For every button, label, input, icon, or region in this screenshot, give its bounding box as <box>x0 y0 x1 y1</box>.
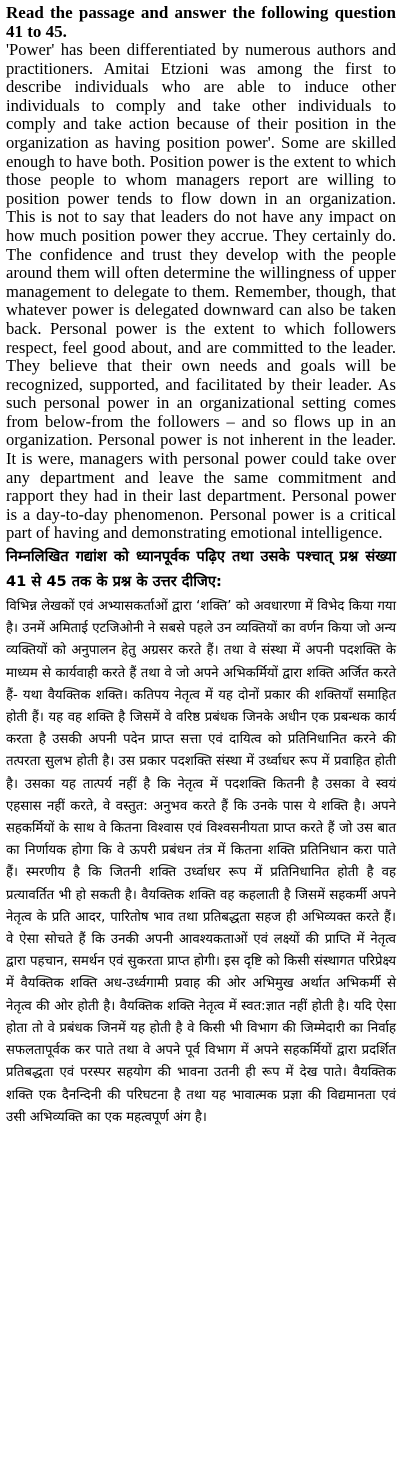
hindi-passage: विभिन्न लेखकों एवं अभ्यासकर्ताओं द्वारा ‘शक्ति’ को अवधारणा में विभेद किया गया है। उनमें अमिताई एटजिओनी ने सबसे पहले उन व्यक्तियों का वर्णन किया जो अन्य व्यक्तियों को अनुपालन हेतु अग्रसर करते हैं। तथा वे संस्था में अपनी पदशक्ति के माध्यम से कार्यवाही करते हैं तथा वे जो अपने अभिकर्मियों द्वारा शक्ति अर्जित करते हैं- यथा वैयक्तिक शक्ति। कतिपय नेतृत्व में यह दोनों प्रकार की शक्तियाँ समाहित होती हैं। यह वह शक्ति है जिसमें वे वरिष्ठ प्रबंधक जिनके अधीन एक प्रबन्धक कार्य करता है उसकी अपनी पदेन प्राप्त सत्ता एवं दायित्व को प्रतिनिधानित करने की तत्परता सुलभ होती है। उस प्रकार पदशक्ति संस्था में उर्ध्वाधर रूप में प्रवाहित होती है। उसका यह तात्पर्य नहीं है कि नेतृत्व में पदशक्ति कितनी है उसका वे स्वयं एहसास नहीं करते, वे वस्तुत: अनुभव करते हैं कि उनके पास ये शक्ति है। अपने सहकर्मियों के साथ वे कितना विश्वास एवं विश्वसनीयता प्राप्त करते हैं जो उस बात का निर्णायक होगा कि वे ऊपरी प्रबंधन तंत्र में कितना शक्ति प्रतिनिधान करा पाते हैं। स्मरणीय है कि जितनी शक्ति उर्ध्वाधर रूप में प्रतिनिधानित होती है वह प्रत्यावर्तित भी हो सकती है। वैयक्तिक शक्ति वह कहलाती है जिसमें सहकर्मी अपने नेतृत्व के प्रति आदर, पारितोष भाव तथा प्रतिबद्धता सहज ही अभिव्यक्त करते हैं। वे ऐसा सोचते हैं कि उनकी अपनी आवश्यकताओं एवं लक्ष्यों की प्राप्ति में नेतृत्व द्वारा पहचान, समर्थन एवं सुकरता प्राप्त होगी। इस दृष्टि को किसी संस्थागत परिप्रेक्ष्य में वैयक्तिक शक्ति अध-उर्ध्वगामी प्रवाह की ओर अभिमुख अर्थात अभिकर्मी से नेतृत्व की ओर होती है। वैयक्तिक शक्ति नेतृत्व में स्वत:ज्ञात नहीं होती है। यदि ऐसा होता तो वे प्रबंधक जिनमें यह होती है वे किसी भी विभाग की जिम्मेदारी का निर्वाह सफलतापूर्वक कर पाते तथा वे अपने पूर्व विभाग में अपने सहकर्मियों द्वारा प्रदर्शित प्रतिबद्धता एवं परस्पर सहयोग की भावना उतनी ही रूप में देख पाते। वैयक्तिक शक्ति एक दैनन्दिनी की परिघटना है तथा यह भावात्मक प्रज्ञा की विद्यमानता एवं उसी अभिव्यक्ति का एक महत्वपूर्ण अंग है। <box>6 599 397 1125</box>
english-question-heading: Read the passage and answer the following question 41 to 45. <box>6 3 396 41</box>
document-page <box>6 4 396 1129</box>
hindi-question-heading: निम्नलिखित गद्यांश को ध्यानपूर्वक पढ़िए तथा उसके पश्चात् प्रश्न संख्या 41 से 45 तक के प्रश्न के उत्तर दीजिए: <box>6 548 396 590</box>
english-passage: 'Power' has been differentiated by numerous authors and practitioners. Amitai Etzioni was among the first to describe individuals who are able to induce other individuals to comply and take other individuals to comply and take action because of their position in the organization as having position power'. Some are skilled enough to have both. Position power is the extent to which those people to whom managers report are willing to position power tends to flow down in an organization. This is not to say that leaders do not have any impact on how much position power they accrue. They certainly do. The confidence and trust they develop with the people around them will often determine the willingness of upper management to delegate to them. Remember, though, that whatever power is delegated downward can also be taken back. Personal power is the extent to which followers respect, feel good about, and are committed to the leader. They believe that their own needs and goals will be recognized, supported, and facilitated by their leader. As such personal power in an organizational setting comes from below-from the followers – and so flows up in an organization. Personal power is not inherent in the leader. It is were, managers with personal power could take over any department and leave the same commitment and rapport they had in their last department. Personal power is a day-to-day phenomenon. Personal power is a critical part of having and demonstrating emotional intelligence. <box>6 40 396 543</box>
